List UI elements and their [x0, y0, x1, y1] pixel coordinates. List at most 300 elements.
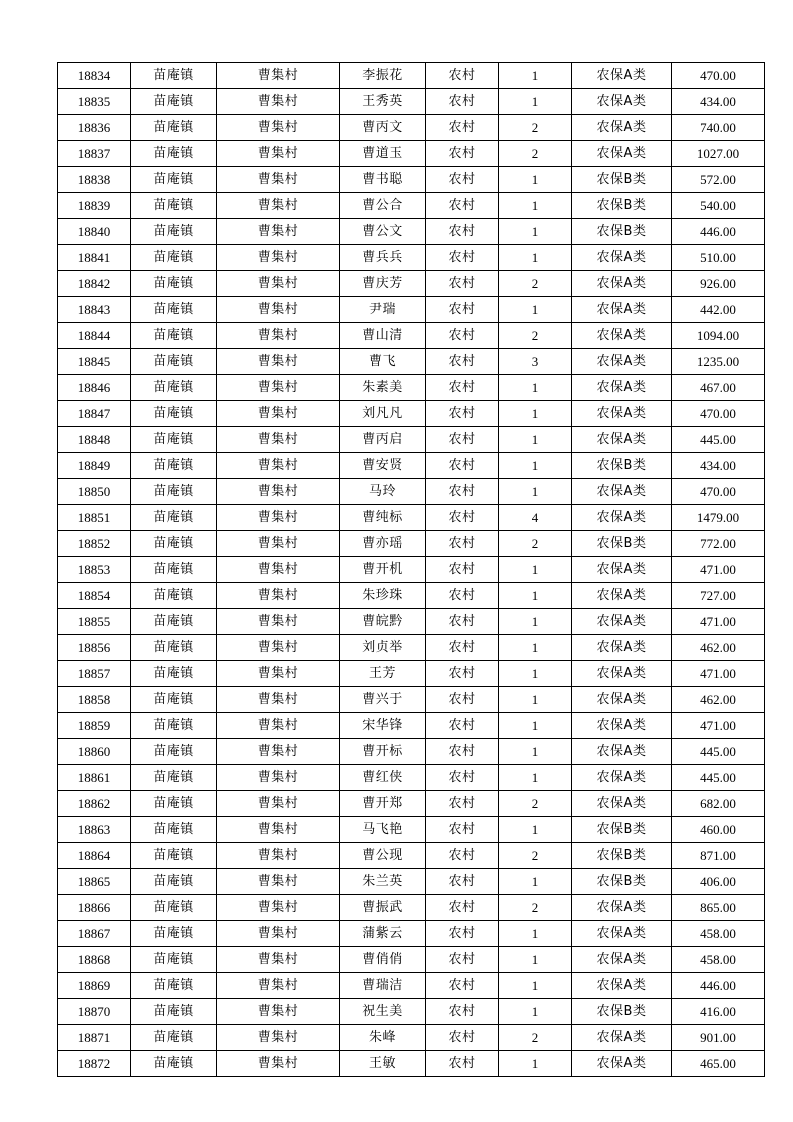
cell-village: 曹集村: [217, 687, 340, 713]
cell-id: 18857: [58, 661, 131, 687]
cell-village: 曹集村: [217, 895, 340, 921]
cell-name: 曹山清: [340, 323, 426, 349]
cell-household-type: 农村: [426, 219, 499, 245]
cell-people-count: 2: [499, 141, 572, 167]
cell-name: 马玲: [340, 479, 426, 505]
table-row: [58, 141, 765, 167]
cell-village: 曹集村: [217, 401, 340, 427]
cell-name: 曹亦瑶: [340, 531, 426, 557]
table-row: [58, 557, 765, 583]
cell-id: 18867: [58, 921, 131, 947]
cell-id: 18837: [58, 141, 131, 167]
cell-household-type: 农村: [426, 375, 499, 401]
cell-household-type: 农村: [426, 245, 499, 271]
cell-amount: 510.00: [672, 245, 765, 271]
cell-people-count: 1: [499, 661, 572, 687]
cell-town: 苗庵镇: [131, 453, 217, 479]
table-row: [58, 531, 765, 557]
cell-town: 苗庵镇: [131, 1051, 217, 1077]
cell-people-count: 2: [499, 791, 572, 817]
cell-name: 曹红侠: [340, 765, 426, 791]
cell-category: 农保B类: [572, 999, 672, 1025]
cell-people-count: 1: [499, 297, 572, 323]
cell-town: 苗庵镇: [131, 791, 217, 817]
cell-village: 曹集村: [217, 869, 340, 895]
cell-household-type: 农村: [426, 141, 499, 167]
cell-id: 18840: [58, 219, 131, 245]
cell-id: 18862: [58, 791, 131, 817]
cell-people-count: 1: [499, 713, 572, 739]
cell-household-type: 农村: [426, 869, 499, 895]
beneficiary-table: [57, 62, 765, 1077]
cell-amount: 470.00: [672, 401, 765, 427]
cell-category: 农保A类: [572, 791, 672, 817]
cell-id: 18869: [58, 973, 131, 999]
cell-amount: 540.00: [672, 193, 765, 219]
cell-category: 农保A类: [572, 635, 672, 661]
cell-category: 农保A类: [572, 63, 672, 89]
cell-category: 农保A类: [572, 271, 672, 297]
cell-village: 曹集村: [217, 453, 340, 479]
cell-amount: 740.00: [672, 115, 765, 141]
table-row: [58, 167, 765, 193]
cell-town: 苗庵镇: [131, 245, 217, 271]
cell-people-count: 1: [499, 739, 572, 765]
cell-id: 18835: [58, 89, 131, 115]
cell-amount: 471.00: [672, 557, 765, 583]
cell-town: 苗庵镇: [131, 765, 217, 791]
cell-amount: 462.00: [672, 635, 765, 661]
cell-amount: 445.00: [672, 739, 765, 765]
cell-town: 苗庵镇: [131, 427, 217, 453]
cell-village: 曹集村: [217, 661, 340, 687]
cell-category: 农保A类: [572, 557, 672, 583]
cell-town: 苗庵镇: [131, 115, 217, 141]
cell-name: 曹公合: [340, 193, 426, 219]
cell-name: 曹道玉: [340, 141, 426, 167]
cell-category: 农保B类: [572, 531, 672, 557]
cell-village: 曹集村: [217, 427, 340, 453]
cell-name: 曹开机: [340, 557, 426, 583]
cell-people-count: 1: [499, 999, 572, 1025]
cell-household-type: 农村: [426, 687, 499, 713]
cell-amount: 446.00: [672, 973, 765, 999]
cell-town: 苗庵镇: [131, 973, 217, 999]
cell-id: 18866: [58, 895, 131, 921]
cell-amount: 465.00: [672, 1051, 765, 1077]
cell-amount: 470.00: [672, 63, 765, 89]
cell-town: 苗庵镇: [131, 167, 217, 193]
cell-town: 苗庵镇: [131, 635, 217, 661]
table-row: [58, 869, 765, 895]
cell-people-count: 1: [499, 869, 572, 895]
cell-village: 曹集村: [217, 323, 340, 349]
table-row: [58, 661, 765, 687]
cell-town: 苗庵镇: [131, 479, 217, 505]
cell-name: 马飞艳: [340, 817, 426, 843]
table-row: [58, 843, 765, 869]
cell-name: 朱素美: [340, 375, 426, 401]
cell-category: 农保A类: [572, 245, 672, 271]
cell-amount: 1479.00: [672, 505, 765, 531]
cell-name: 曹庆芳: [340, 271, 426, 297]
table-row: [58, 947, 765, 973]
table-row: [58, 817, 765, 843]
cell-id: 18839: [58, 193, 131, 219]
cell-amount: 682.00: [672, 791, 765, 817]
cell-id: 18863: [58, 817, 131, 843]
cell-name: 曹纯标: [340, 505, 426, 531]
cell-people-count: 2: [499, 271, 572, 297]
cell-category: 农保A类: [572, 1025, 672, 1051]
cell-town: 苗庵镇: [131, 557, 217, 583]
cell-category: 农保A类: [572, 947, 672, 973]
cell-category: 农保A类: [572, 609, 672, 635]
cell-household-type: 农村: [426, 505, 499, 531]
cell-people-count: 1: [499, 479, 572, 505]
cell-amount: 871.00: [672, 843, 765, 869]
cell-household-type: 农村: [426, 167, 499, 193]
cell-category: 农保A类: [572, 973, 672, 999]
cell-category: 农保A类: [572, 297, 672, 323]
cell-household-type: 农村: [426, 973, 499, 999]
cell-village: 曹集村: [217, 479, 340, 505]
table-row: [58, 895, 765, 921]
cell-name: 曹俏俏: [340, 947, 426, 973]
cell-village: 曹集村: [217, 947, 340, 973]
cell-id: 18861: [58, 765, 131, 791]
cell-village: 曹集村: [217, 141, 340, 167]
cell-id: 18860: [58, 739, 131, 765]
cell-town: 苗庵镇: [131, 323, 217, 349]
cell-village: 曹集村: [217, 843, 340, 869]
cell-town: 苗庵镇: [131, 1025, 217, 1051]
cell-household-type: 农村: [426, 635, 499, 661]
cell-household-type: 农村: [426, 479, 499, 505]
cell-id: 18854: [58, 583, 131, 609]
cell-village: 曹集村: [217, 349, 340, 375]
cell-name: 曹安贤: [340, 453, 426, 479]
cell-village: 曹集村: [217, 271, 340, 297]
table-row: [58, 401, 765, 427]
cell-household-type: 农村: [426, 193, 499, 219]
cell-category: 农保A类: [572, 583, 672, 609]
cell-amount: 445.00: [672, 765, 765, 791]
cell-village: 曹集村: [217, 1051, 340, 1077]
cell-id: 18834: [58, 63, 131, 89]
cell-name: 曹丙启: [340, 427, 426, 453]
cell-category: 农保A类: [572, 1051, 672, 1077]
cell-name: 曹皖黔: [340, 609, 426, 635]
table-row: [58, 349, 765, 375]
cell-amount: 1027.00: [672, 141, 765, 167]
cell-people-count: 1: [499, 193, 572, 219]
cell-people-count: 3: [499, 349, 572, 375]
cell-people-count: 1: [499, 817, 572, 843]
cell-name: 刘贞举: [340, 635, 426, 661]
table-row: [58, 791, 765, 817]
cell-household-type: 农村: [426, 947, 499, 973]
cell-household-type: 农村: [426, 401, 499, 427]
cell-id: 18844: [58, 323, 131, 349]
cell-town: 苗庵镇: [131, 141, 217, 167]
cell-amount: 901.00: [672, 1025, 765, 1051]
cell-people-count: 1: [499, 635, 572, 661]
cell-category: 农保A类: [572, 349, 672, 375]
cell-name: 朱峰: [340, 1025, 426, 1051]
cell-name: 朱兰英: [340, 869, 426, 895]
cell-people-count: 1: [499, 167, 572, 193]
cell-amount: 471.00: [672, 661, 765, 687]
cell-category: 农保A类: [572, 115, 672, 141]
cell-village: 曹集村: [217, 167, 340, 193]
cell-household-type: 农村: [426, 115, 499, 141]
cell-category: 农保B类: [572, 167, 672, 193]
cell-household-type: 农村: [426, 1025, 499, 1051]
table-row: [58, 323, 765, 349]
cell-name: 曹开标: [340, 739, 426, 765]
cell-village: 曹集村: [217, 739, 340, 765]
cell-id: 18865: [58, 869, 131, 895]
cell-category: 农保A类: [572, 661, 672, 687]
cell-name: 李振花: [340, 63, 426, 89]
cell-household-type: 农村: [426, 349, 499, 375]
cell-category: 农保A类: [572, 427, 672, 453]
table-row: [58, 765, 765, 791]
cell-amount: 772.00: [672, 531, 765, 557]
cell-name: 曹书聪: [340, 167, 426, 193]
cell-id: 18841: [58, 245, 131, 271]
cell-village: 曹集村: [217, 375, 340, 401]
cell-town: 苗庵镇: [131, 895, 217, 921]
table-row: [58, 297, 765, 323]
cell-household-type: 农村: [426, 453, 499, 479]
cell-amount: 458.00: [672, 947, 765, 973]
cell-town: 苗庵镇: [131, 609, 217, 635]
table-row: [58, 479, 765, 505]
cell-category: 农保A类: [572, 687, 672, 713]
table-row: [58, 739, 765, 765]
cell-town: 苗庵镇: [131, 401, 217, 427]
cell-id: 18856: [58, 635, 131, 661]
cell-amount: 458.00: [672, 921, 765, 947]
cell-name: 曹公文: [340, 219, 426, 245]
cell-amount: 416.00: [672, 999, 765, 1025]
cell-town: 苗庵镇: [131, 349, 217, 375]
cell-household-type: 农村: [426, 609, 499, 635]
cell-household-type: 农村: [426, 583, 499, 609]
cell-village: 曹集村: [217, 817, 340, 843]
cell-name: 王秀英: [340, 89, 426, 115]
cell-village: 曹集村: [217, 557, 340, 583]
cell-name: 曹丙文: [340, 115, 426, 141]
cell-people-count: 1: [499, 427, 572, 453]
cell-id: 18850: [58, 479, 131, 505]
cell-people-count: 4: [499, 505, 572, 531]
cell-amount: 446.00: [672, 219, 765, 245]
cell-people-count: 1: [499, 687, 572, 713]
cell-id: 18864: [58, 843, 131, 869]
cell-amount: 471.00: [672, 713, 765, 739]
cell-people-count: 1: [499, 765, 572, 791]
cell-amount: 572.00: [672, 167, 765, 193]
cell-household-type: 农村: [426, 739, 499, 765]
cell-town: 苗庵镇: [131, 531, 217, 557]
cell-category: 农保B类: [572, 219, 672, 245]
cell-village: 曹集村: [217, 245, 340, 271]
cell-amount: 434.00: [672, 453, 765, 479]
table-row: [58, 115, 765, 141]
cell-name: 蒲紫云: [340, 921, 426, 947]
cell-people-count: 1: [499, 401, 572, 427]
cell-people-count: 2: [499, 115, 572, 141]
cell-people-count: 2: [499, 843, 572, 869]
cell-town: 苗庵镇: [131, 817, 217, 843]
cell-village: 曹集村: [217, 297, 340, 323]
cell-id: 18836: [58, 115, 131, 141]
cell-amount: 434.00: [672, 89, 765, 115]
cell-amount: 445.00: [672, 427, 765, 453]
cell-village: 曹集村: [217, 505, 340, 531]
cell-village: 曹集村: [217, 635, 340, 661]
cell-household-type: 农村: [426, 557, 499, 583]
cell-id: 18855: [58, 609, 131, 635]
cell-amount: 1235.00: [672, 349, 765, 375]
cell-id: 18871: [58, 1025, 131, 1051]
cell-people-count: 1: [499, 453, 572, 479]
cell-people-count: 1: [499, 89, 572, 115]
cell-household-type: 农村: [426, 323, 499, 349]
cell-name: 朱珍珠: [340, 583, 426, 609]
cell-town: 苗庵镇: [131, 921, 217, 947]
table-row: [58, 1051, 765, 1077]
cell-amount: 865.00: [672, 895, 765, 921]
cell-town: 苗庵镇: [131, 583, 217, 609]
table-row: [58, 713, 765, 739]
cell-category: 农保A类: [572, 713, 672, 739]
cell-town: 苗庵镇: [131, 947, 217, 973]
cell-name: 祝生美: [340, 999, 426, 1025]
cell-id: 18846: [58, 375, 131, 401]
cell-household-type: 农村: [426, 713, 499, 739]
cell-id: 18858: [58, 687, 131, 713]
cell-village: 曹集村: [217, 89, 340, 115]
table-row: [58, 609, 765, 635]
cell-name: 曹兵兵: [340, 245, 426, 271]
cell-village: 曹集村: [217, 1025, 340, 1051]
cell-household-type: 农村: [426, 791, 499, 817]
table-row: [58, 1025, 765, 1051]
cell-people-count: 1: [499, 63, 572, 89]
cell-town: 苗庵镇: [131, 193, 217, 219]
cell-category: 农保A类: [572, 375, 672, 401]
cell-id: 18870: [58, 999, 131, 1025]
cell-town: 苗庵镇: [131, 687, 217, 713]
cell-category: 农保A类: [572, 323, 672, 349]
cell-category: 农保A类: [572, 89, 672, 115]
cell-people-count: 1: [499, 375, 572, 401]
cell-id: 18849: [58, 453, 131, 479]
cell-category: 农保A类: [572, 895, 672, 921]
cell-category: 农保B类: [572, 843, 672, 869]
cell-people-count: 1: [499, 973, 572, 999]
cell-id: 18868: [58, 947, 131, 973]
cell-name: 曹振武: [340, 895, 426, 921]
cell-name: 尹瑞: [340, 297, 426, 323]
cell-people-count: 1: [499, 947, 572, 973]
table-row: [58, 687, 765, 713]
table-row: [58, 245, 765, 271]
cell-household-type: 农村: [426, 999, 499, 1025]
cell-household-type: 农村: [426, 661, 499, 687]
cell-category: 农保A类: [572, 141, 672, 167]
table-row: [58, 635, 765, 661]
cell-amount: 471.00: [672, 609, 765, 635]
cell-id: 18853: [58, 557, 131, 583]
cell-household-type: 农村: [426, 895, 499, 921]
cell-village: 曹集村: [217, 219, 340, 245]
cell-people-count: 2: [499, 1025, 572, 1051]
cell-village: 曹集村: [217, 63, 340, 89]
cell-town: 苗庵镇: [131, 271, 217, 297]
cell-people-count: 1: [499, 921, 572, 947]
cell-category: 农保B类: [572, 817, 672, 843]
cell-amount: 460.00: [672, 817, 765, 843]
cell-town: 苗庵镇: [131, 375, 217, 401]
cell-household-type: 农村: [426, 921, 499, 947]
cell-id: 18851: [58, 505, 131, 531]
cell-amount: 470.00: [672, 479, 765, 505]
cell-household-type: 农村: [426, 531, 499, 557]
cell-people-count: 1: [499, 557, 572, 583]
cell-town: 苗庵镇: [131, 843, 217, 869]
cell-amount: 442.00: [672, 297, 765, 323]
cell-village: 曹集村: [217, 193, 340, 219]
cell-village: 曹集村: [217, 765, 340, 791]
cell-category: 农保B类: [572, 193, 672, 219]
cell-id: 18843: [58, 297, 131, 323]
table-row: [58, 193, 765, 219]
cell-village: 曹集村: [217, 609, 340, 635]
cell-id: 18842: [58, 271, 131, 297]
cell-household-type: 农村: [426, 63, 499, 89]
cell-amount: 727.00: [672, 583, 765, 609]
cell-people-count: 1: [499, 609, 572, 635]
table-row: [58, 583, 765, 609]
cell-category: 农保A类: [572, 505, 672, 531]
cell-id: 18845: [58, 349, 131, 375]
cell-category: 农保A类: [572, 479, 672, 505]
cell-village: 曹集村: [217, 999, 340, 1025]
table-row: [58, 271, 765, 297]
cell-category: 农保A类: [572, 765, 672, 791]
table-row: [58, 219, 765, 245]
cell-category: 农保B类: [572, 869, 672, 895]
cell-household-type: 农村: [426, 427, 499, 453]
cell-village: 曹集村: [217, 921, 340, 947]
cell-village: 曹集村: [217, 115, 340, 141]
cell-id: 18859: [58, 713, 131, 739]
cell-people-count: 1: [499, 1051, 572, 1077]
cell-town: 苗庵镇: [131, 739, 217, 765]
cell-village: 曹集村: [217, 531, 340, 557]
cell-name: 曹开郑: [340, 791, 426, 817]
cell-amount: 467.00: [672, 375, 765, 401]
table-row: [58, 89, 765, 115]
cell-village: 曹集村: [217, 583, 340, 609]
table-row: [58, 921, 765, 947]
cell-id: 18838: [58, 167, 131, 193]
